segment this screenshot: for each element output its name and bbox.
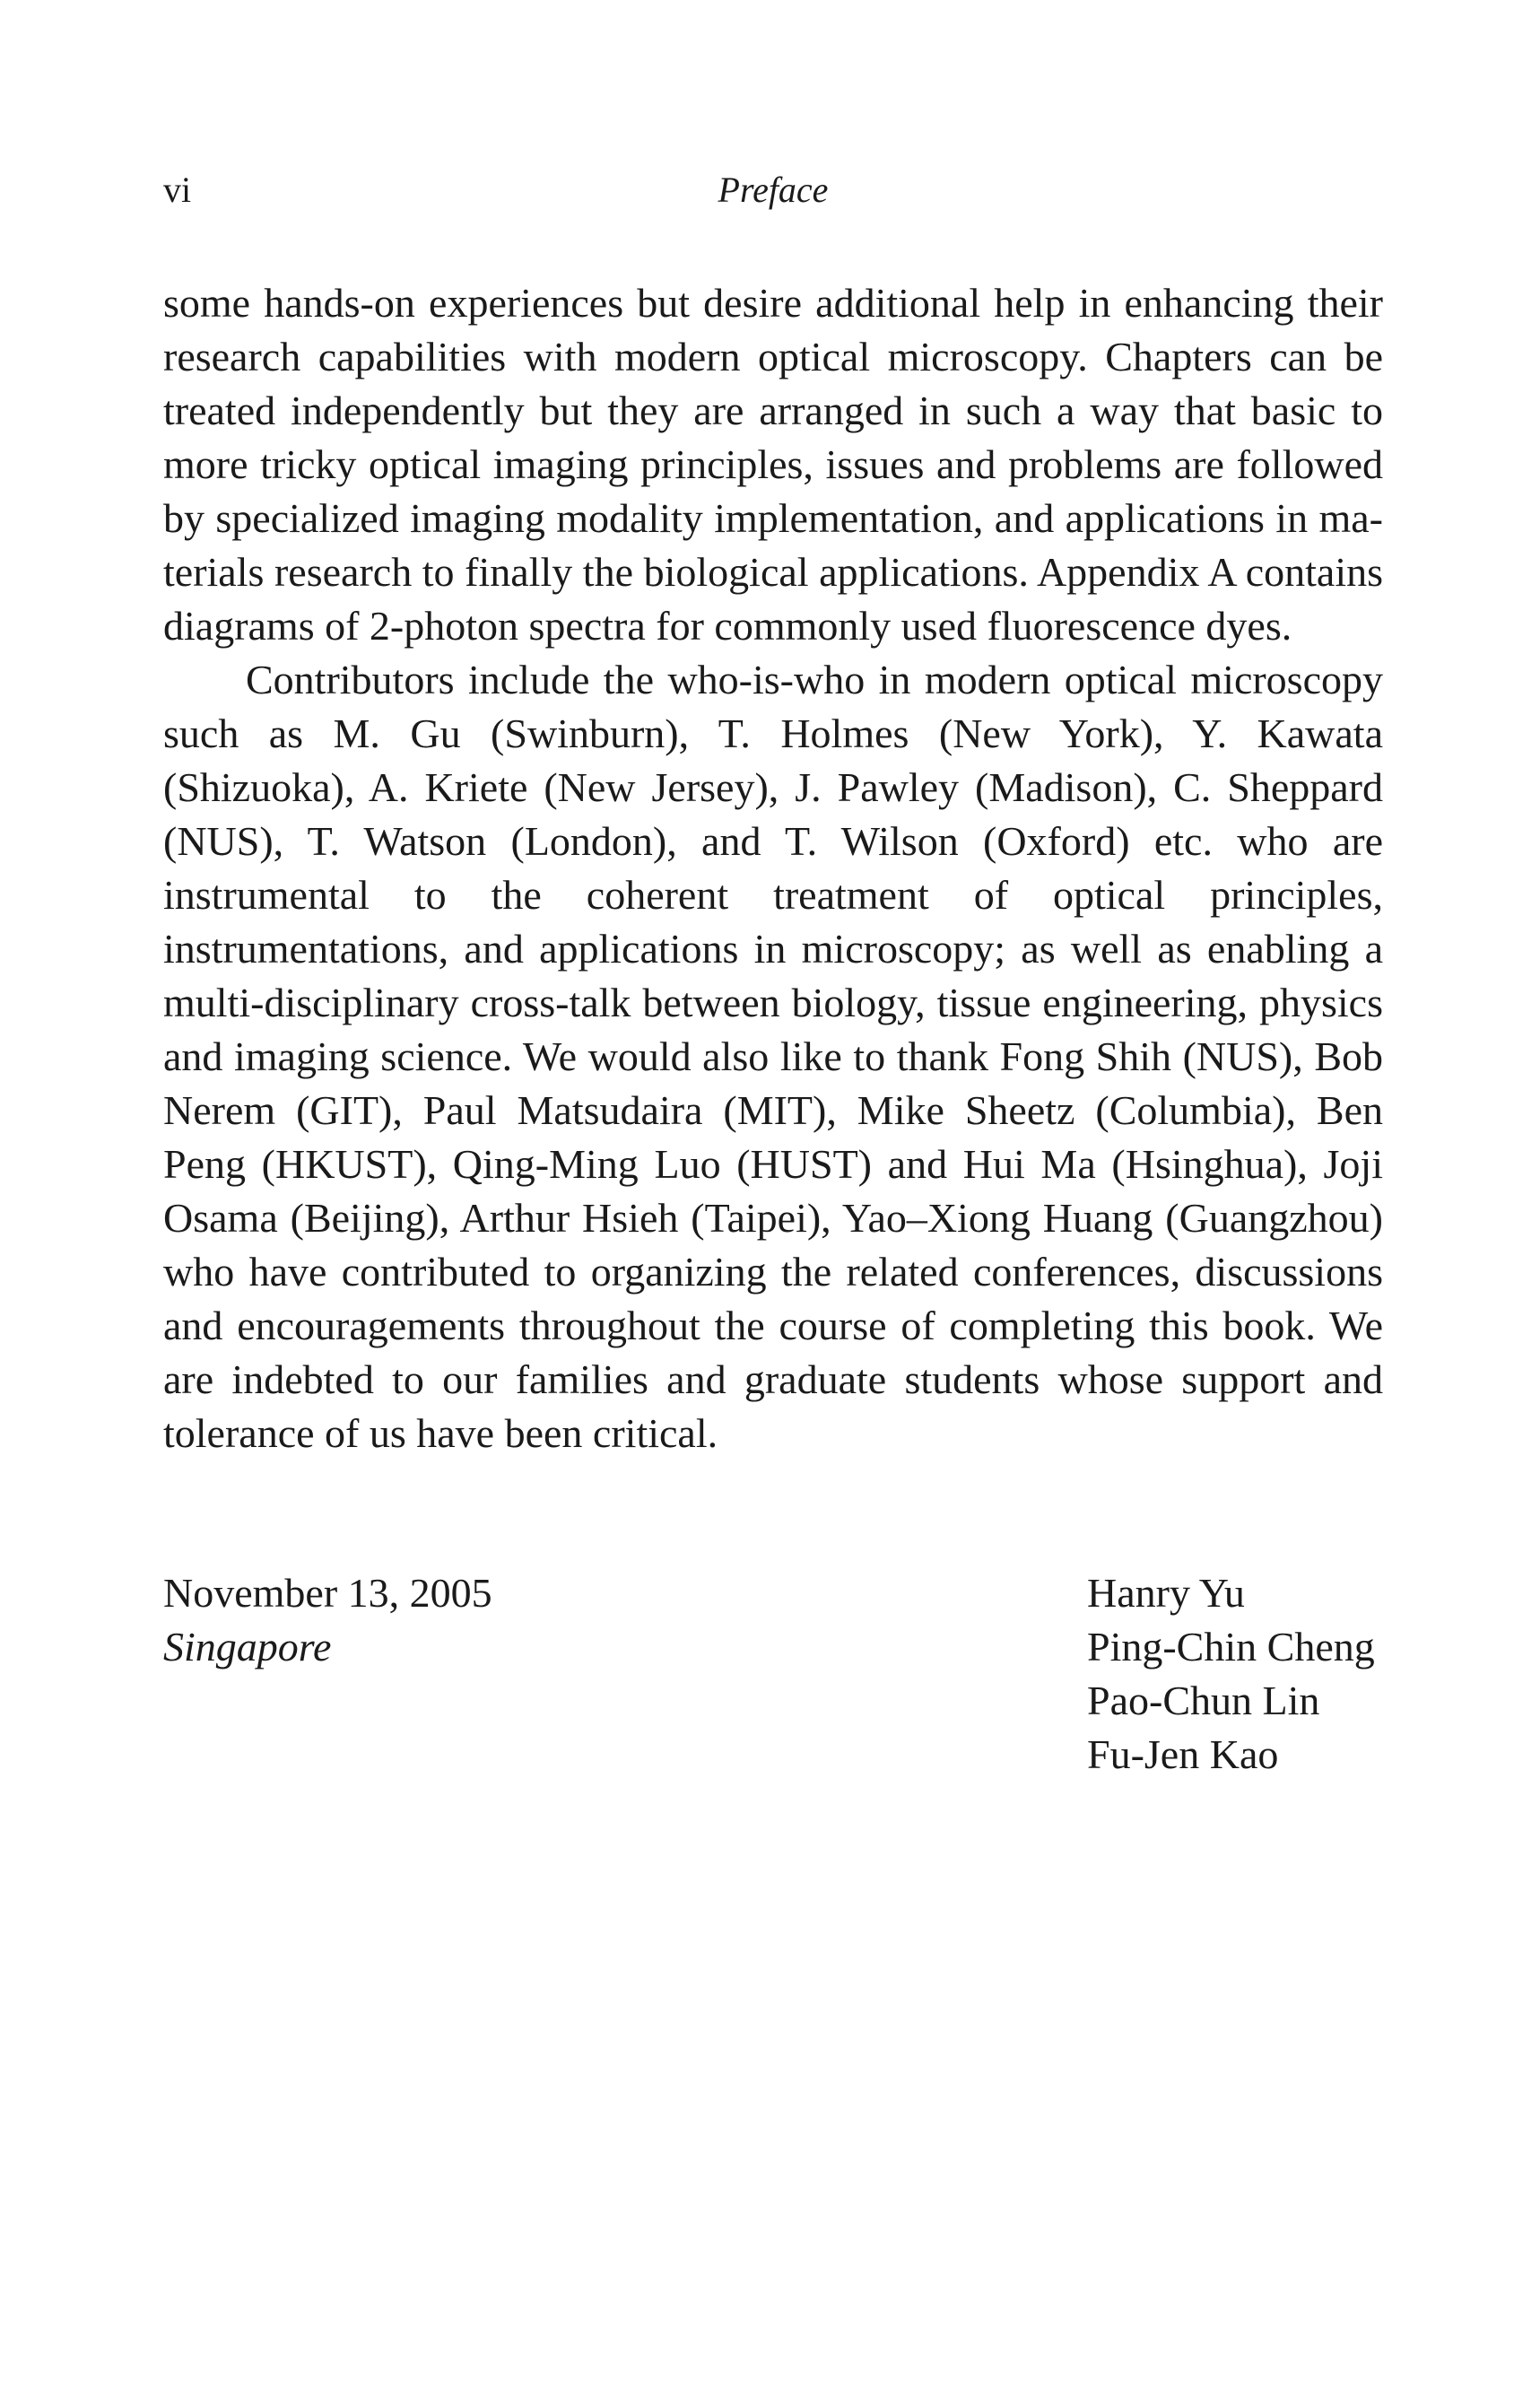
- signature-place: Singapore: [163, 1624, 332, 1669]
- authors-block: [1087, 1566, 1375, 1782]
- preface-body: [163, 276, 1383, 1460]
- running-title: Preface: [718, 170, 829, 210]
- paragraph-1: some hands-on experiences but desire additional help in enhancing their research capabilities with modern optical microscopy. Chapters can be treated independently but they are arranged in such a way that basic to more tricky optical imaging principles, issues and problems are followed by specialized imaging modality implementation, and applications in materials research to finally the biological applications. Appendix A contains diagrams of 2-photon spectra for commonly used fluorescence dyes.: [163, 280, 1383, 649]
- page-header: [163, 169, 1383, 214]
- author-name: Fu-Jen Kao: [1087, 1731, 1279, 1777]
- author-name: Hanry Yu: [1087, 1570, 1245, 1616]
- author-name: Ping-Chin Cheng: [1087, 1624, 1375, 1669]
- date-place-block: [163, 1566, 492, 1674]
- page-number: vi: [163, 170, 192, 210]
- author-name: Pao-Chun Lin: [1087, 1678, 1320, 1723]
- signature-date: November 13, 2005: [163, 1570, 492, 1616]
- paragraph-2: Contributors include the who-is-who in modern optical microscopy such as M. Gu (Swinburn), T. Holmes (New York), Y. Kawata (Shizuoka), A. Kriete (New Jersey), J. Pawley (Madison), C. Sheppard (NUS), T. Watson (London), and T. Wilson (Oxford) etc. who are instrumental to the coherent treatment of optical principles, instrumentations, and applications in microscopy; as well as enabling a multi-disciplinary cross-talk between biology, tissue engineering, physics and imaging science. We would also like to thank Fong Shih (NUS), Bob Nerem (GIT), Paul Matsudaira (MIT), Mike Sheetz (Columbia), Ben Peng (HKUST), Qing-Ming Luo (HUST) and Hui Ma (Hsinghua), Joji Osama (Beijing), Arthur Hsieh (Taipei), Yao–Xiong Huang (Guangzhou) who have contributed to organizing the related conferences, discussions and encouragements throughout the course of completing this book. We are indebted to our families and graduate students whose support and tolerance of us have been critical.: [163, 657, 1383, 1456]
